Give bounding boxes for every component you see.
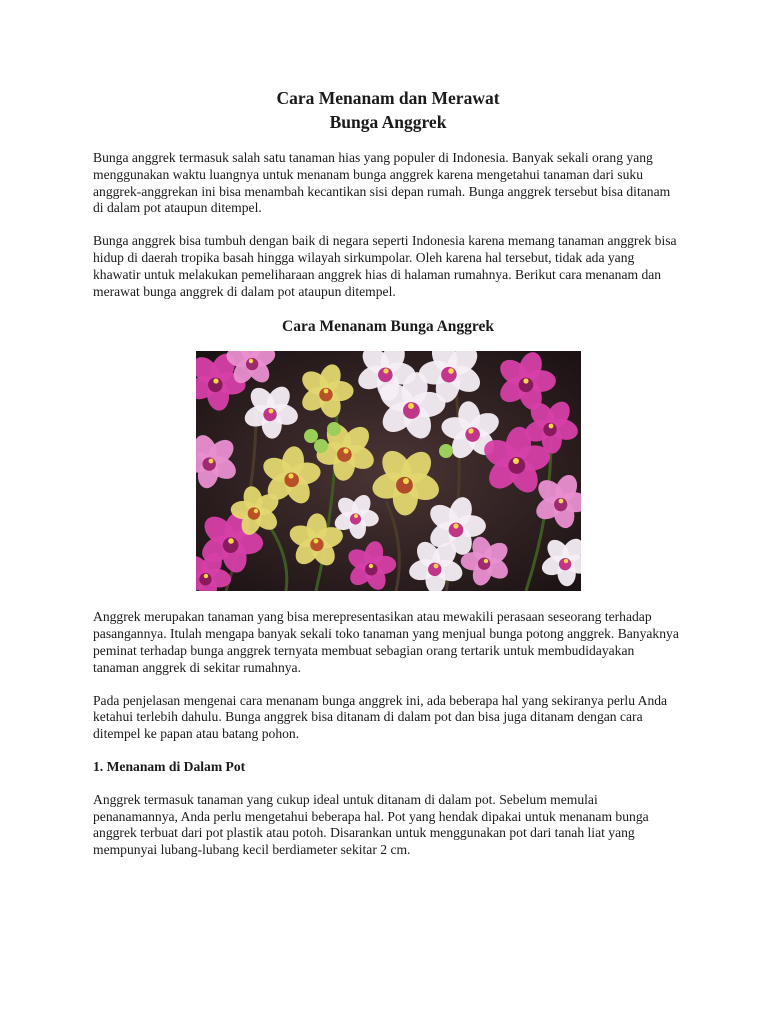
orchid-bud [439,444,453,458]
body-paragraph-2: Pada penjelasan mengenai cara menanam bunga anggrek ini, ada beberapa hal yang sekiranya perlu Anda ketahui terlebih dahulu. Bunga anggrek bisa ditanam di dalam pot dan bisa juga ditanam dengan cara ditempel ke papan atau batang pohon. [93,692,668,742]
orchid-bud [327,422,341,436]
document-title-line2: Bunga Anggrek [329,112,447,132]
orchid-bud [304,429,318,443]
document-title-line1: Cara Menanam dan Merawat [276,88,500,108]
subsection-paragraph: Anggrek termasuk tanaman yang cukup ideal untuk ditanam di dalam pot. Sebelum memulai penanamannya, Anda perlu mengetahui beberapa hal. Pot yang hendak dipakai untuk menanam bunga anggrek terbuat dari pot plastik atau potoh. Disarankan untuk menggunakan pot dari tanah liat yang mempunyai lubang-lubang kecil berdiameter sekitar 2 cm. [93,791,649,858]
orchid-photo [196,351,581,591]
subsection-heading: 1. Menanam di Dalam Pot [93,758,246,774]
document-page [93,86,683,859]
orchid-bud [314,439,328,453]
body-paragraph-1: Anggrek merupakan tanaman yang bisa merepresentasikan atau mewakili perasaan seseorang terhadap pasangannya. Itulah mengapa banyak sekali toko tanaman yang menjual bunga potong anggrek. Banyaknya peminat terhadap bunga anggrek ternyata membuat sebagian orang tertarik untuk membudidayakan tanaman anggrek di sekitar rumahnya. [93,609,679,675]
intro-paragraph-1: Bunga anggrek termasuk salah satu tanaman hias yang populer di Indonesia. Banyak sekali orang yang menggunakan waktu luangnya untuk menanam bunga anggrek karena mengetahui tanaman dari suku anggrek-anggrekan ini bisa menambah kecantikan sisi depan rumah. Bunga anggrek tersebut bisa ditanam di dalam pot ataupun ditempel. [93,150,671,216]
intro-paragraph-2: Bunga anggrek bisa tumbuh dengan baik di negara seperti Indonesia karena memang tanaman anggrek bisa hidup di daerah tropika basah hingga wilayah sirkumpolar. Oleh karena hal tersebut, tidak ada yang khawatir untuk melakukan pemeliharaan anggrek hias di halaman rumahnya. Berikut cara menanam dan merawat bunga anggrek di dalam pot ataupun ditempel. [93,233,677,299]
section-title: Cara Menanam Bunga Anggrek [282,318,494,336]
